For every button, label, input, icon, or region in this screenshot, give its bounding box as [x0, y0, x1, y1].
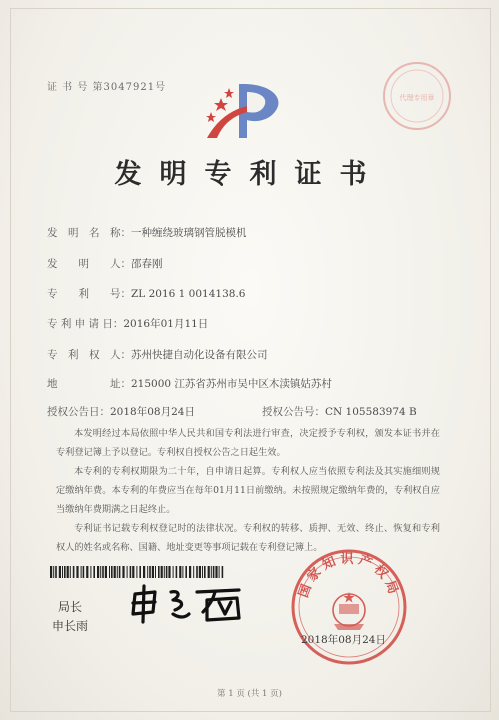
grant-number-row — [262, 404, 417, 419]
patent-office-logo — [203, 80, 293, 142]
term-statement: 本专利的专利权期限为二十年，自申请日起算。专利权人应当依照专利法及其实施细则规定缴纳年费。本专利的年费应当在每年01月11日前缴纳。未按照规定缴纳年费的，专利权自应当缴纳年费期满之日起终止。 — [56, 466, 440, 515]
official-seal — [290, 548, 408, 666]
patentee-label: 专 利 权 人： — [47, 349, 131, 361]
address-value: 215000 江苏省苏州市吴中区木渎镇姑苏村 — [131, 378, 332, 390]
certificate-title: 发明专利证书 — [114, 159, 385, 190]
patentee-value: 苏州快捷自动化设备有限公司 — [131, 349, 268, 361]
invention-name-label: 发 明 名 称： — [47, 227, 131, 239]
address-row — [47, 376, 332, 391]
seal-text: 国家知识产权局 — [296, 551, 402, 600]
filing-date-value: 2016年01月11日 — [123, 318, 209, 330]
patent-number-value: ZL 2016 1 0014138.6 — [131, 288, 246, 300]
svg-text:国家知识产权局 — [295, 551, 401, 600]
inventor-value: 邵春刚 — [131, 258, 163, 270]
seal-date: 2018年08月24日 — [301, 634, 386, 646]
svg-text:代理专用章: 代理专用章 — [399, 94, 435, 102]
certificate-number: 证 书 号 第3047921号 — [47, 82, 167, 93]
record-statement: 专利证书记载专利权登记时的法律状况。专利权的转移、质押、无效、终止、恢复和专利权人的姓名或名称、国籍、地址变更等事项记载在专利登记簿上。 — [56, 523, 440, 553]
patent-number-label: 专 利 号： — [47, 288, 131, 300]
grant-number-label: 授权公告号： — [262, 406, 325, 418]
invention-name-value: 一种缠绕玻璃钢管脱模机 — [131, 227, 247, 239]
patentee-row — [47, 347, 268, 362]
grant-date-row — [47, 404, 195, 419]
address-label: 地 址： — [47, 378, 131, 390]
patent-number-row — [47, 286, 245, 301]
page-footer: 第 1 页 (共 1 页) — [217, 689, 282, 699]
invention-name-row — [47, 225, 247, 240]
grant-number-value: CN 105583974 B — [325, 406, 417, 418]
barcode — [50, 566, 226, 578]
grant-date-value: 2018年08月24日 — [110, 406, 195, 418]
filing-date-label: 专 利 申 请 日： — [47, 318, 124, 330]
grant-statement: 本发明经过本局依照中华人民共和国专利法进行审查，决定授予专利权，颁发本证书并在专利登记簿上予以登记。专利权自授权公告之日起生效。 — [56, 428, 440, 458]
inventor-row — [47, 256, 163, 271]
inventor-label: 发 明 人： — [47, 258, 131, 270]
top-seal — [381, 60, 453, 132]
handwritten-signature — [127, 584, 257, 624]
signature-name: 申长雨 — [52, 619, 89, 633]
signature-title: 局长 — [58, 600, 83, 614]
filing-date-row — [47, 316, 208, 331]
grant-date-label: 授权公告日： — [47, 406, 110, 418]
